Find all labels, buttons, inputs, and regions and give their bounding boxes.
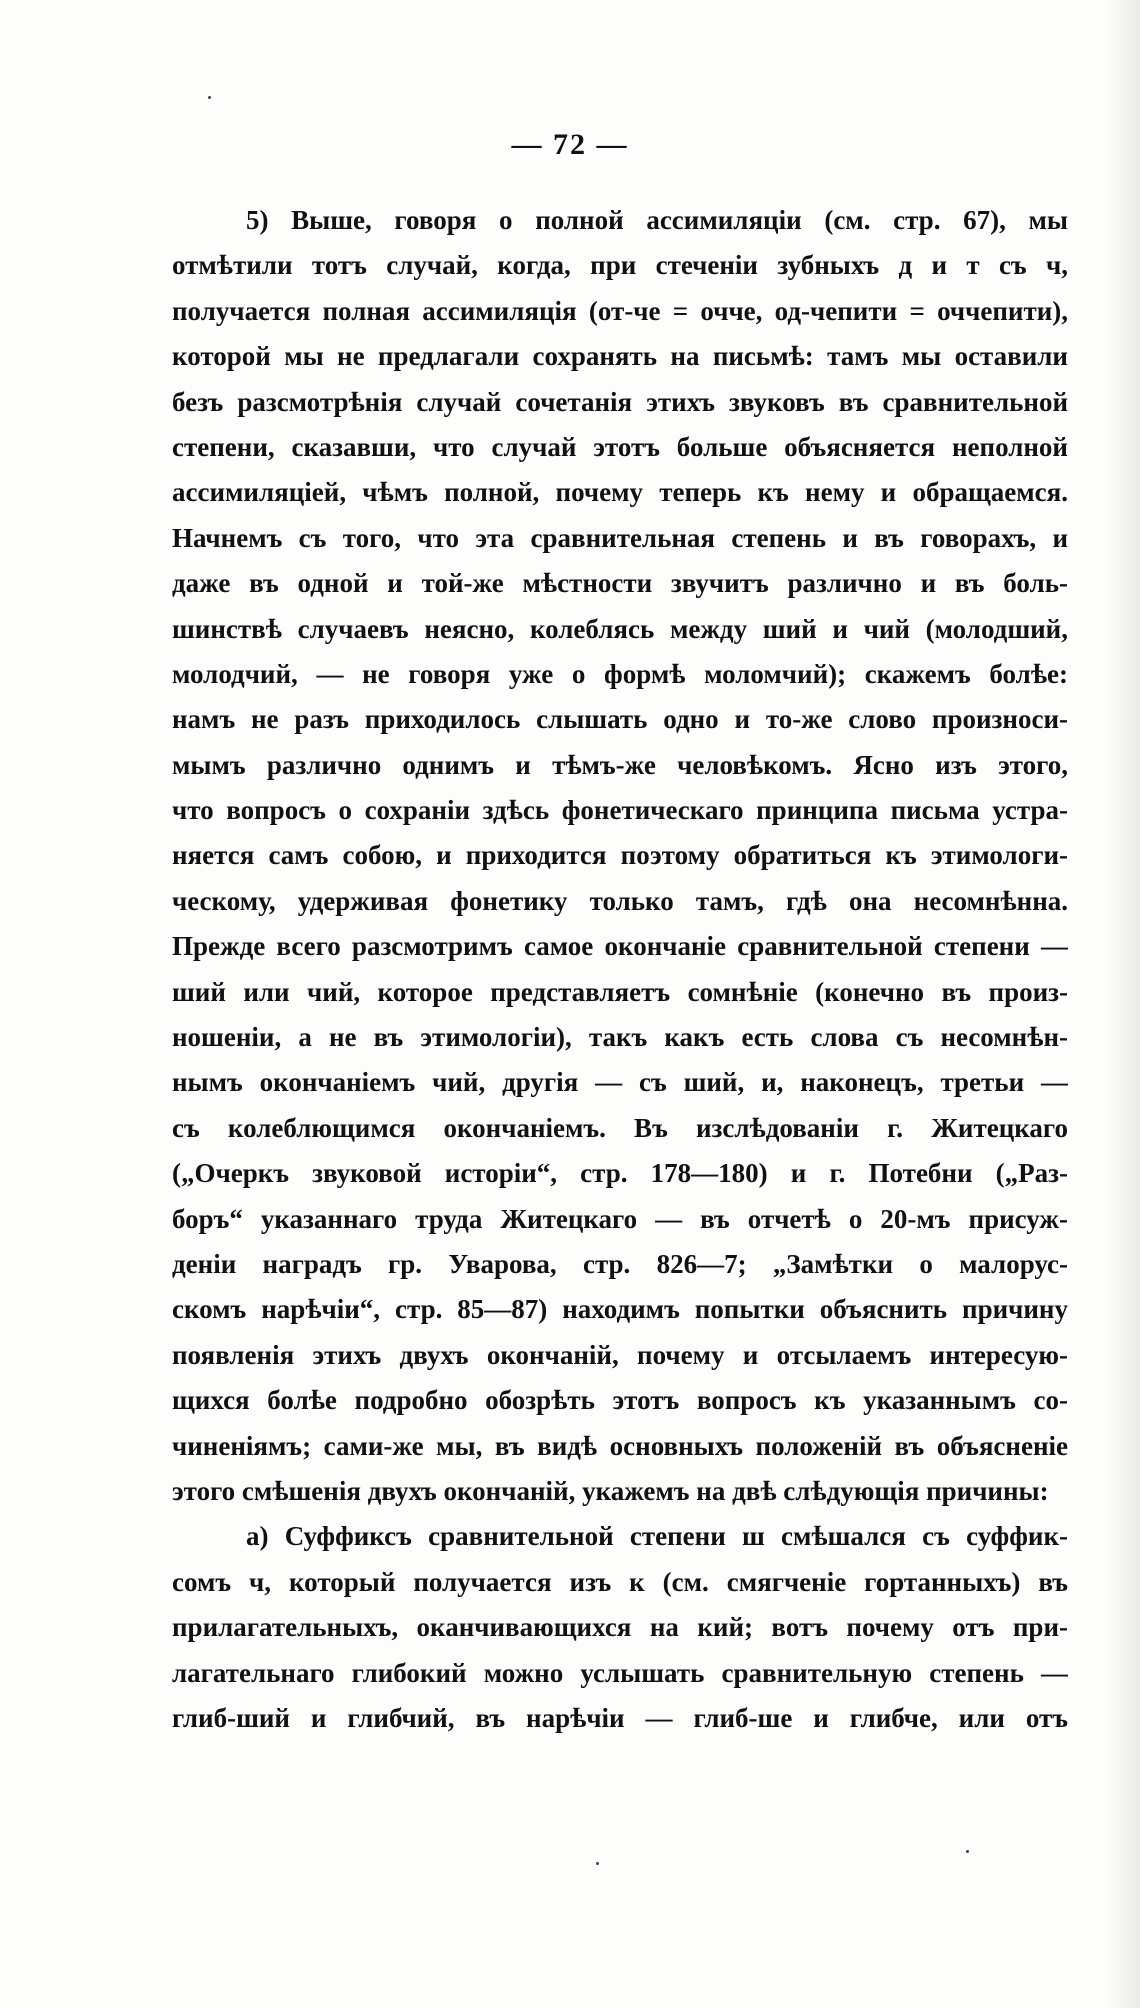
text-line: появленія этихъ двухъ окончаній, почему и отсылаемъ интересую- (172, 1339, 1068, 1370)
page-edge-shadow (1106, 0, 1140, 2008)
body-text (172, 198, 1068, 1741)
text-line: даже въ одной и той-же мѣстности звучитъ различно и въ боль- (172, 568, 1068, 599)
text-line: боръ“ указаннаго труда Житецкаго — въ отчетѣ о 20-мъ присуж- (172, 1203, 1068, 1234)
scan-speck (596, 1862, 599, 1865)
text-line: отмѣтили тотъ случай, когда, при стеченіи зубныхъ д и т съ ч, (172, 250, 1068, 281)
text-line: („Очеркъ звуковой исторіи“, стр. 178—180) и г. Потебни („Раз- (172, 1158, 1068, 1189)
text-line: мымъ различно однимъ и тѣмъ-же человѣкомъ. Ясно изъ этого, (172, 749, 1068, 780)
text-line: ассимиляціей, чѣмъ полной, почему теперь къ нему и обращаемся. (172, 477, 1068, 508)
text-line: чиненіямъ; сами-же мы, въ видѣ основныхъ положеній въ объясненіе (172, 1430, 1068, 1461)
text-line: молодчий, — не говоря уже о формѣ моломчий); скажемъ болѣе: (172, 658, 1068, 689)
text-line: съ колеблющимся окончаніемъ. Въ изслѣдованіи г. Житецкаго (172, 1112, 1068, 1143)
text-line: безъ разсмотрѣнія случай сочетанія этихъ звуковъ въ сравнительной (172, 386, 1068, 417)
text-line: нымъ окончаніемъ чий, другія — съ ший, и, наконецъ, третьи — (172, 1067, 1068, 1098)
text-line: ший или чий, которое представляетъ сомнѣніе (конечно въ произ- (172, 976, 1068, 1007)
text-line: степени, сказавши, что случай этотъ больше объясняется неполной (172, 431, 1068, 462)
text-line: Начнемъ съ того, что эта сравнительная степень и въ говорахъ, и (172, 522, 1068, 553)
text-line: няется самъ собою, и приходится поэтому обратиться къ этимологи- (172, 840, 1068, 871)
scan-speck (966, 1850, 969, 1853)
text-line: прилагательныхъ, оканчивающихся на кий; вотъ почему отъ при- (172, 1612, 1068, 1643)
text-line: намъ не разъ приходилось слышать одно и то-же слово произноси- (172, 704, 1068, 735)
text-line: ческому, удерживая фонетику только тамъ, гдѣ она несомнѣнна. (172, 885, 1068, 916)
text-line: а) Суффиксъ сравнительной степени ш смѣшался съ суффик- (246, 1521, 1068, 1552)
text-line: скомъ нарѣчіи“, стр. 85—87) находимъ попытки объяснить причину (172, 1294, 1068, 1325)
text-line: 5) Выше, говоря о полной ассимиляціи (см. стр. 67), мы (246, 205, 1068, 235)
page-number: — 72 — (511, 128, 629, 161)
text-line: щихся болѣе подробно обозрѣть этотъ вопросъ къ указаннымъ со- (172, 1385, 1068, 1416)
text-line: получается полная ассимиляція (от-че = очче, од-чепити = оччепити), (172, 295, 1068, 326)
text-line: ношеніи, а не въ этимологіи), такъ какъ есть слова съ несомнѣн- (172, 1022, 1068, 1053)
text-line: лагательнаго глибокий можно услышать сравнительную степень — (172, 1657, 1068, 1688)
text-line: глиб-ший и глибчий, въ нарѣчіи — глиб-ше и глибче, или отъ (172, 1702, 1068, 1733)
text-line: шинствѣ случаевъ неясно, колеблясь между ший и чий (молодший, (172, 613, 1068, 644)
text-line: что вопросъ о сохраніи здѣсь фонетическаго принципа письма устра- (172, 795, 1068, 826)
text-line: Прежде всего разсмотримъ самое окончаніе сравнительной степени — (172, 931, 1068, 962)
text-line: этого смѣшенія двухъ окончаній, укажемъ на двѣ слѣдующія причины: (172, 1475, 1049, 1506)
scan-speck (208, 96, 211, 99)
text-line: которой мы не предлагали сохранять на письмѣ: тамъ мы оставили (172, 341, 1068, 372)
text-line: деніи наградъ гр. Уварова, стр. 826—7; „Замѣтки о малорус- (172, 1248, 1068, 1279)
text-line: сомъ ч, который получается изъ к (см. смягченіе гортанныхъ) въ (172, 1566, 1068, 1597)
